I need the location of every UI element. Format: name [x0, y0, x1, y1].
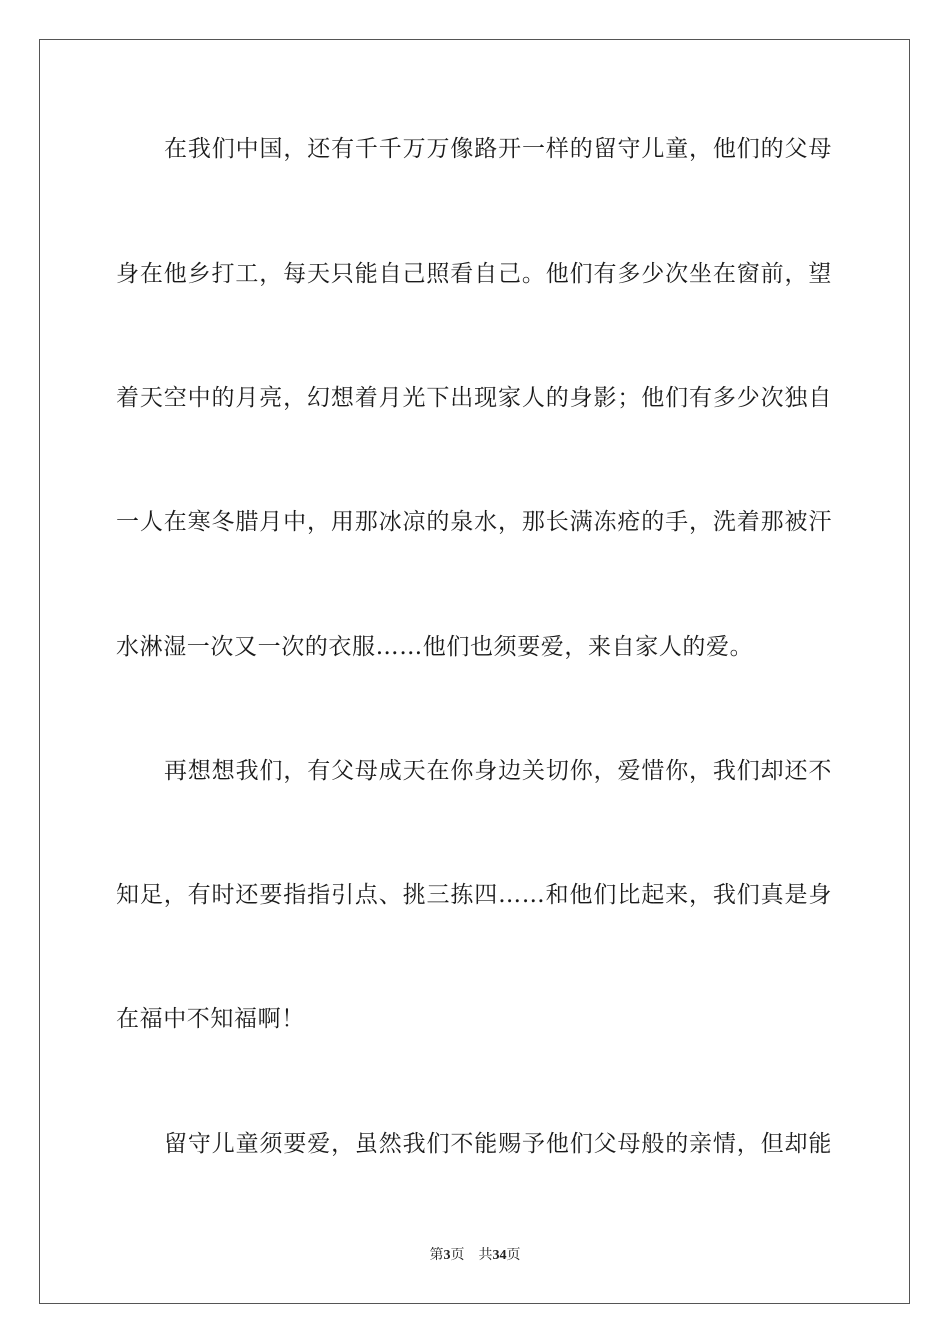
paragraph-2-line-3: 在福中不知福啊！ [116, 1006, 305, 1032]
page-total-suffix: 页 [506, 1247, 521, 1263]
page-number-prefix: 第 [429, 1247, 444, 1263]
page-number-current: 3 [443, 1248, 451, 1263]
paragraph-1-line-2: 身在他乡打工，每天只能自己照看自己。他们有多少次坐在窗前，望 [116, 261, 832, 287]
paragraph-2-line-1: 再想想我们，有父母成天在你身边关切你，爱惜你，我们却还不 [164, 758, 832, 784]
page-total-count: 34 [492, 1248, 507, 1263]
paragraph-2-line-2: 知足，有时还要指指引点、挑三拣四……和他们比起来，我们真是身 [116, 882, 832, 908]
page-border [39, 39, 910, 1304]
paragraph-3-line-1: 留守儿童须要爱，虽然我们不能赐予他们父母般的亲情，但却能 [164, 1131, 832, 1157]
paragraph-1-line-4: 一人在寒冬腊月中，用那冰凉的泉水，那长满冻疮的手，洗着那被汗 [116, 509, 832, 535]
paragraph-1-line-3: 着天空中的月亮，幻想着月光下出现家人的身影；他们有多少次独自 [116, 385, 832, 411]
paragraph-1-line-1: 在我们中国，还有千千万万像路开一样的留守儿童，他们的父母 [164, 136, 832, 162]
page-number-suffix: 页 [450, 1247, 465, 1263]
page-total-prefix: 共 [478, 1247, 493, 1263]
paragraph-1-line-5: 水淋湿一次又一次的衣服……他们也须要爱，来自家人的爱。 [116, 634, 754, 660]
page-footer [0, 1246, 950, 1265]
